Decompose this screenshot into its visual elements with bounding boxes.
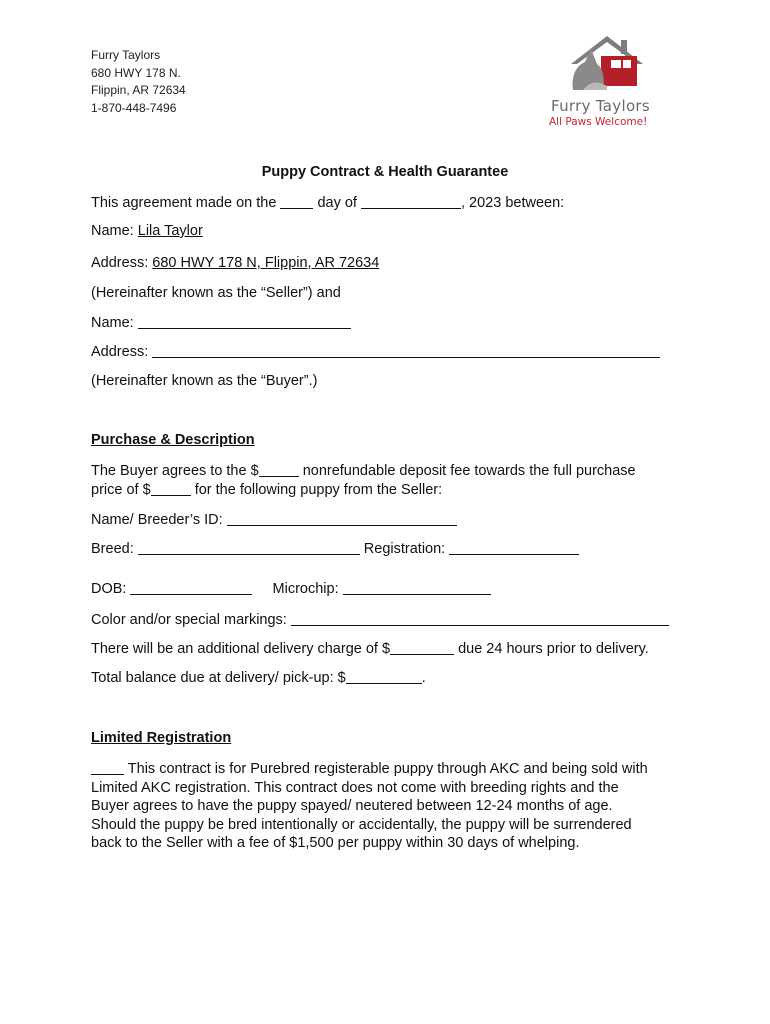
- delivery-charge-label: There will be an additional delivery charge of $: [91, 641, 391, 657]
- agreement-suffix: , 2023 between:: [460, 195, 565, 211]
- delivery-charge-line: [91, 640, 649, 658]
- breeder-id-label: Name/ Breeder’s ID:: [91, 512, 223, 528]
- buyer-address-field[interactable]: [152, 343, 660, 358]
- purchase-line-2: [91, 481, 691, 500]
- limited-registration-initials-field[interactable]: [91, 760, 124, 775]
- breed-label: Breed:: [91, 541, 134, 557]
- limited-registration-line-2: Limited AKC registration. This contract does not come with breeding rights and the: [91, 779, 619, 796]
- price-label: price of $: [91, 481, 151, 498]
- deposit-text: nonrefundable deposit fee towards the full purchase: [302, 463, 636, 479]
- registration-label: Registration:: [363, 541, 446, 557]
- logo-brand-text: Furry Taylors: [551, 97, 651, 115]
- agreement-day-field[interactable]: [280, 194, 313, 209]
- seller-name-value: Lila Taylor: [137, 223, 203, 239]
- letterhead-street: 680 HWY 178 N.: [91, 65, 181, 80]
- letterhead-city: Flippin, AR 72634: [91, 83, 186, 97]
- document-title: Puppy Contract & Health Guarantee: [261, 164, 509, 180]
- seller-known-as: (Hereinafter known as the “Seller”) and: [91, 285, 341, 301]
- delivery-charge-field[interactable]: [390, 640, 454, 655]
- buyer-name-line: [91, 314, 351, 332]
- limited-registration-line-4: Should the puppy be bred intentionally or accidentally, the puppy will be surrendered: [91, 816, 632, 833]
- seller-name-line: [91, 222, 203, 240]
- letterhead-phone: 1-870-448-7496: [91, 100, 177, 115]
- agreement-date-line: [91, 194, 564, 212]
- breed-registration-line: [91, 540, 579, 558]
- limited-registration-line-3: Buyer agrees to have the puppy spayed/ neutered between 12-24 months of age.: [91, 798, 613, 814]
- seller-address-value: 680 HWY 178 N, Flippin, AR 72634: [152, 255, 380, 271]
- seller-address-label: Address:: [91, 255, 149, 271]
- dob-label: DOB:: [91, 581, 127, 597]
- registration-field[interactable]: [449, 540, 579, 555]
- color-markings-label: Color and/or special markings:: [91, 612, 287, 628]
- agreement-prefix: This agreement made on the: [91, 195, 277, 211]
- purchase-line-1: [91, 462, 691, 481]
- agreement-month-field[interactable]: [361, 194, 461, 209]
- price-amount-field[interactable]: [151, 481, 191, 496]
- limited-registration-line-5: back to the Seller with a fee of $1,500 per puppy within 30 days of whelping.: [91, 835, 580, 851]
- balance-due-label: Total balance due at delivery/ pick-up: $: [91, 670, 346, 686]
- letterhead-name: Furry Taylors: [91, 48, 161, 62]
- dob-microchip-line: [91, 580, 491, 598]
- agreement-middle: day of: [317, 195, 357, 211]
- buyer-name-label: Name:: [91, 315, 134, 331]
- balance-due-period: .: [421, 670, 426, 686]
- deposit-label: The Buyer agrees to the $: [91, 463, 259, 479]
- dob-field[interactable]: [130, 580, 252, 595]
- logo-tagline: All Paws Welcome!: [549, 116, 648, 128]
- seller-name-label: Name:: [91, 223, 134, 239]
- delivery-charge-text: due 24 hours prior to delivery.: [458, 641, 649, 657]
- breed-field[interactable]: [138, 540, 360, 555]
- buyer-address-label: Address:: [91, 344, 149, 360]
- company-logo: [545, 34, 665, 132]
- limited-registration-sentence: This contract is for Purebred registerable puppy through AKC and being sold with: [127, 761, 648, 777]
- seller-letterhead: [91, 47, 186, 117]
- color-markings-line: [91, 611, 669, 629]
- seller-address-line: [91, 254, 379, 272]
- microchip-label: Microchip:: [272, 581, 339, 597]
- microchip-field[interactable]: [343, 580, 491, 595]
- limited-registration-heading: Limited Registration: [91, 730, 232, 746]
- breeder-id-line: [91, 511, 457, 529]
- limited-registration-text: [91, 760, 691, 853]
- balance-due-line: [91, 669, 426, 687]
- color-markings-field[interactable]: [291, 611, 669, 626]
- buyer-address-line: [91, 343, 660, 361]
- limited-registration-line-1: [91, 760, 691, 779]
- price-text: for the following puppy from the Seller:: [194, 481, 443, 498]
- purchase-terms: [91, 462, 691, 499]
- purchase-heading: Purchase & Description: [91, 432, 255, 448]
- breeder-id-field[interactable]: [227, 511, 457, 526]
- buyer-known-as: (Hereinafter known as the “Buyer”.): [91, 373, 318, 389]
- balance-due-field[interactable]: [346, 669, 422, 684]
- buyer-name-field[interactable]: [138, 314, 351, 329]
- house-pet-logo-icon: [563, 34, 647, 96]
- deposit-amount-field[interactable]: [259, 462, 299, 477]
